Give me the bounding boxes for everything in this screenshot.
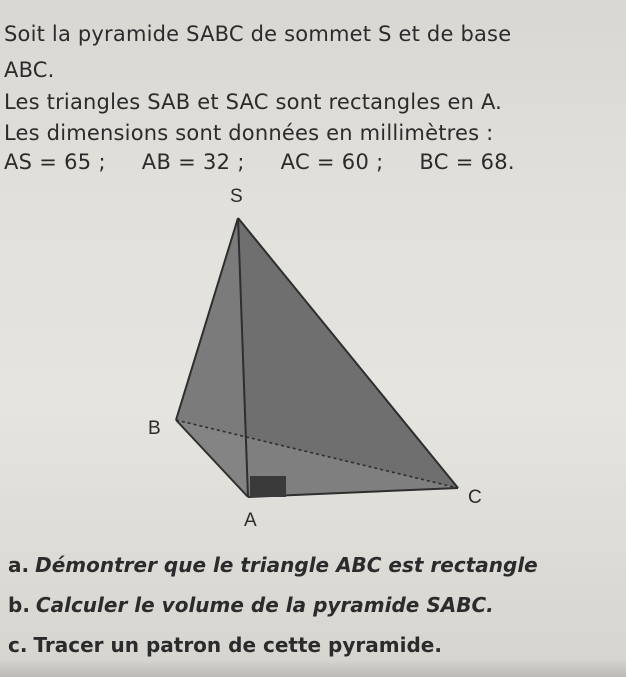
label-b: B (148, 418, 161, 439)
question-b-text: Calculer le volume de la pyramide SABC. (35, 593, 494, 617)
intro-line-1: Soit la pyramide SABC de sommet S et de base (4, 22, 512, 46)
measure-ab: AB = 32 ; (141, 150, 245, 174)
intro-line-4: Les dimensions sont données en millimètres : (4, 121, 494, 145)
label-a: A (244, 510, 257, 531)
intro-line-2: ABC. (4, 58, 55, 82)
right-angle-mark (250, 476, 286, 497)
measure-ac: AC = 60 ; (280, 150, 384, 174)
intro-line-3: Les triangles SAB et SAC sont rectangles en A. (4, 90, 503, 114)
measure-bc: BC = 68. (419, 150, 515, 174)
label-c: C (468, 487, 482, 508)
question-c-label: c. (8, 633, 28, 657)
question-a-text: Démontrer que le triangle ABC est rectangle (35, 553, 538, 577)
label-s: S (230, 186, 243, 207)
question-a-label: a. (8, 553, 30, 577)
measure-as: AS = 65 ; (4, 150, 106, 174)
question-c-text: Tracer un patron de cette pyramide. (33, 633, 442, 657)
question-b (8, 593, 494, 617)
photo-shadow (0, 659, 626, 677)
question-c (8, 633, 442, 657)
question-a (8, 553, 538, 577)
question-b-label: b. (8, 593, 30, 617)
